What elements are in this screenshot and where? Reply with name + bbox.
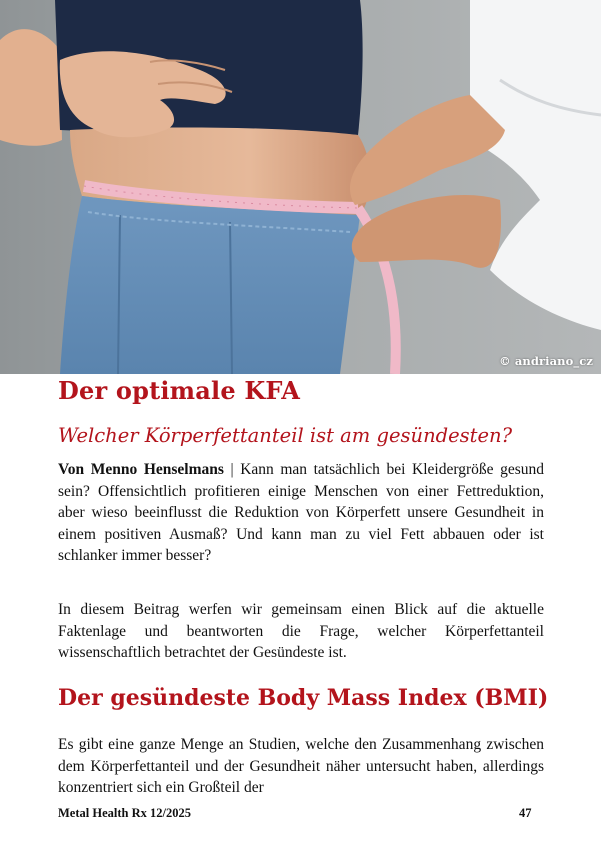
intro-paragraph bbox=[58, 459, 544, 567]
footer-publication: Metal Health Rx 12/2025 bbox=[58, 806, 191, 820]
article-title: Der optimale KFA bbox=[58, 376, 301, 405]
body-paragraph-2: In diesem Beitrag werfen wir gemeinsam einen Blick auf die aktuelle Faktenlage und beantworten die Frage, welcher Körperfettanteil wissenschaftlich betrachtet der Gesündeste ist. bbox=[58, 601, 544, 662]
photo-credit: © andriano_cz bbox=[499, 354, 593, 368]
section-heading: Der gesündeste Body Mass Index (BMI) bbox=[58, 685, 549, 711]
footer-page-number: 47 bbox=[519, 806, 532, 820]
waist-measurement-photo bbox=[0, 0, 601, 374]
article-subtitle: Welcher Körperfettanteil ist am gesündesten? bbox=[58, 424, 513, 447]
author-byline: Von Menno Henselmans bbox=[58, 461, 224, 478]
byline-separator: | bbox=[223, 461, 241, 478]
intro-text: Kann man tatsächlich bei Kleidergröße gesund sein? Offensichtlich profitieren einige Menschen von einer Fettreduktion, aber wieso beeinflusst die Reduktion von Körperfett unsere Gesundheit in einem positiven Ausmaß? Und kann man zu viel Fett abbauen oder ist schlanker immer besser? bbox=[58, 461, 544, 565]
body-paragraph-3: Es gibt eine ganze Menge an Studien, welche den Zusammenhang zwischen dem Körperfettanteil und der Gesundheit näher untersucht haben, allerdings konzentriert sich ein Großteil der bbox=[58, 736, 544, 797]
hero-photo bbox=[0, 0, 601, 374]
